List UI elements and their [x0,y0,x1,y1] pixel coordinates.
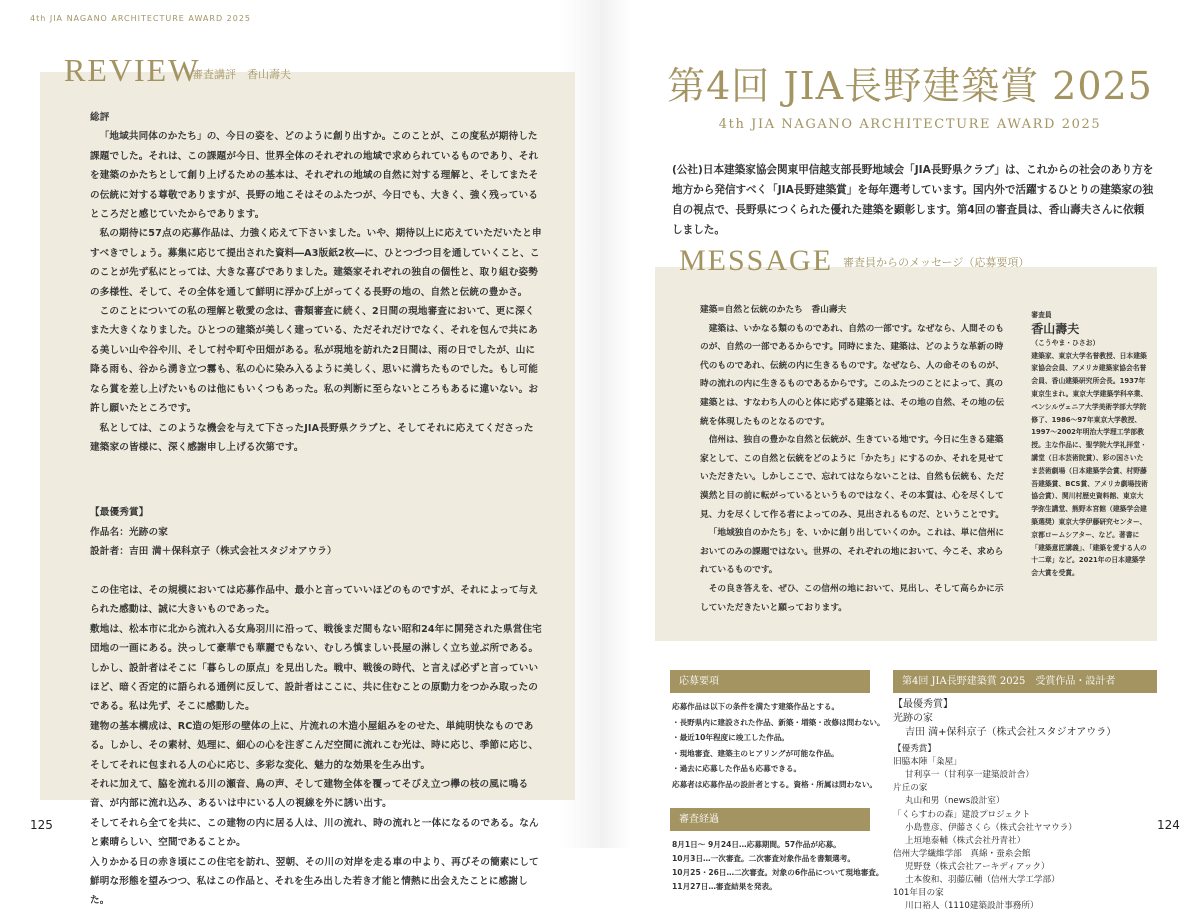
right-content [600,0,1200,913]
message-body [700,301,1011,617]
list-item: 11月27日…審査結果を発表。 [672,882,777,892]
judge-profile [1031,301,1149,617]
paragraph: 私としては、このような機会を与えて下さったJIA長野県クラブと、そしてそれに応えてくださった建築家の皆様に、深く感謝申し上げる次第です。 [90,422,534,453]
grand-label: 【最優秀賞】 [893,699,953,711]
winners-header: 第4回 JIA長野建築賞 2025 受賞作品・設計者 [893,670,1157,693]
review-heading: REVIEW [64,52,201,88]
grand-designer: 吉田 満+保科京子（株式会社スタジオアウラ） [905,727,1117,739]
designer: 上垣地泰輔（株式会社丹青社） [905,835,1026,846]
paragraph: 「地域独自のかたち」を、いかに創り出していくのか。これは、単に信州においてのみの課題ではない。世界の、それぞれの地において、今こそ、求められているものです。 [700,528,1005,576]
intro-text: (公社)日本建築家協会関東甲信越支部長野地域会「JIA長野県クラブ」は、これからの社会のあり方を地方から発信すべく「JIA長野建築賞」を毎年選考しています。国内外で活躍するひとりの建築家の独自の視点で、長野県につくられた優れた建築を顕彰します。第4回の審査員は、香山壽夫さんに依頼しました。 [672,164,1154,236]
message-section [655,244,1157,641]
paragraph: この住宅は、その規模においては応募作品中、最小と言っていいほどのものですが、それによって与えられた感動は、誠に大きいものであった。 [90,584,539,616]
process-list [670,838,885,895]
list-item: 応募者は応募作品の設計者とする。資格・所属は問わない。 [672,780,878,790]
message-subheading: 審査員からのメッセージ（応募要項） [843,256,1030,269]
list-item: ・過去に応募した作品も応募できる。 [672,764,802,774]
message-panel [655,267,1157,641]
paragraph: 建築は、いかなる類のものであれ、自然の一部です。なぜなら、人間そのものが、自然の一部であるからです。同時にまた、建築は、どのような革新の時代のものであれ、伝統の内に生きるものです。なぜなら、人の命そのものが、時の流れの内に生きるものであるからです。このふたつのことによって、真の建築とは、すなわち人の心と体に応ずる建築とは、その地の自然、その地の伝統を体現したものとなるのです。 [700,323,1005,427]
excellence-label: 【優秀賞】 [893,744,936,755]
work-name: 作品名：光跡の家 [90,526,168,538]
requirements-list [670,699,885,793]
general-label: 総評 [90,112,110,123]
paragraph: 「地域共同体のかたち」の、今日の姿を、どのように創り出すか。このことが、この度私が期待した課題でした。それは、この課題が今日、世界全体のそれぞれの地域で求められているものであり、それを建築のかたちとして創り上げるための基本は、それぞれの地域の自然に対する理解と、そしてまたその伝統に対する尊敬でありますが、長野の地こそはそのふたつが、今日でも、大きく、強く残っているところだと感じていたからであります。 [90,131,539,221]
paragraph: それに加えて、脇を流れる川の瀬音、鳥の声、そして建物全体を覆ってそびえ立つ欅の枝の風に鳴る音、が内部に流れ込み、あるいは中にいる人の視線を外に誘い出す。 [90,778,529,810]
paragraph: その良き答えを、ぜひ、この信州の地において、見出し、そして高らかに示していただきたいと願っております。 [700,583,1004,613]
list-item: ・最近10年程度に竣工した作品。 [672,733,789,743]
designer: 設計者：吉田 満＋保科京子（株式会社スタジオアウラ） [90,546,337,558]
paragraph: このことについての私の理解と敬愛の念は、書類審査に続く、2日間の現地審査において、更に深くまた大きくなりました。ひとつの建築が美しく建っている、ただそれだけでなく、それを包んで共にある美しい山や谷や川、そして村や町や田畑がある。私が現地を訪れた2日間は、雨の日でしたが、山に降る雨も、谷から湧き立つ霧も、私の心に染み入るように美しく、思いに満ちたものでした。もし可能なら賞を差し上げたいものは他にもいくつもあった。私の判断に至らないところもあるに違いない。お許し願いたところです。 [90,306,539,415]
designer: 児野登（株式会社アーキディアック） [905,861,1050,872]
right-page [600,0,1200,912]
designer: 甘利享一（甘利享一建築設計舎） [905,770,1034,781]
work: 旧脇本陣「粂屋」 [893,757,962,768]
process-header: 審査経過 [670,808,870,831]
requirements-header: 応募要項 [670,670,870,693]
judge-reading: （こうやま・ひさお） [1031,338,1100,347]
award-label: 【最優秀賞】 [90,507,149,519]
message-title: 建築=自然と伝統のかたち 香山壽夫 [700,305,847,315]
paragraph: 敷地は、松本市に北から流れ入る女鳥羽川に沿って、戦後まだ間もない昭和24年に開発された県営住宅団地の一画にある。決っして豪華でも華麗でもない、むしろ慎ましい長屋の淋しく立ち並ぶ所である。しかし、設計者はそこに「暮らしの原点」を見出した。戦中、戦後の時代、と言えば必ずと言っていいほど、暗く否定的に語られる通例に反して、設計者はここに、共に住むことの原動力をつかみ取ったのである。私は先ず、そこに感動した。 [90,623,542,713]
list-item: ・現地審査、建築主のヒアリングが可能な作品。 [672,748,839,758]
bottom-section [600,670,1200,913]
page-title: 第4回 JIA長野建築賞 2025 [667,64,1153,108]
list-item: 10月25・26日…二次審査。対象の6作品について現地審査。 [672,868,884,878]
left-page [0,0,600,907]
winners-list [893,698,1148,913]
work: 信州大学繊維学部 真綿・蚕糸会館 [893,848,1031,859]
designer: 川口裕人（1110建築設計事務所） [905,901,1039,912]
page-number: 125 [30,818,53,832]
list-item: 応募作品は以下の条件を満たす建築作品とする。 [672,702,840,712]
paragraph: そしてそれら全てを共に、この建物の内に居る人は、川の流れ、時の流れと一体になるのである。なんと素晴らしい、空間であることか。 [90,817,539,849]
work: 片丘の家 [893,783,928,794]
judge-label: 審査員 [1031,311,1052,319]
grand-work: 光跡の家 [893,713,933,725]
designer: 土本俊和、羽藤広輔（信州大学工学部） [905,875,1060,886]
message-heading: MESSAGE [679,244,834,277]
judge-bio: 建築家、東京大学名誉教授、日本建築家協会会員、アメリカ建築家協会名誉会員、香山建築研究所会長。1937年東京生まれ。東京大学建築学科卒業、ペンシルヴェニア大学美術学部大学院修了、1986～97年東京大学教授、1997～2002年明治大学理工学部教授。主な作品に、聖学院大学礼拝堂・講堂（日本芸術院賞）、彩の国さいたま芸術劇場（日本建築学会賞、村野藤吾建築賞、BCS賞、アメリカ劇場技術協会賞）、関川村歴史資料館、東京大学弥生講堂、熊野本宮館（建築学会建築選奨）東京大学伊藤研究センター、京都ロームシアター、など。著書に「建築意匠講義」、「建築を愛する人の十二章」など。2021年の日本建築学会大賞を受賞。 [1031,351,1148,578]
paragraph: 信州は、独自の豊かな自然と伝統が、生きている地です。今日に生きる建築家として、この自然と伝統をどのように「かたち」にするのか、それを見せていただきたい。しかしここで、忘れてはならないことは、自然も伝統も、ただ漠然と目の前に転がっているというものではなく、その本質は、心を尽くして見、力を尽くして作る者によってのみ、見出されるものだ、ということです。 [700,435,1004,520]
requirements-column [670,670,885,913]
list-item: 8月1日～ 9月24日…応募期間。57作品が応募。 [672,839,841,849]
work: 「くらすわの森」建設プロジェクト [893,809,1031,820]
work: 101年目の家 [893,888,944,899]
list-item: 10月3日…一次審査。二次審査対象作品を書類選考。 [672,853,855,863]
paragraph: 建物の基本構成は、RC造の矩形の壁体の上に、片流れの木造小屋組みをのせた、単純明快なものである。しかし、その素材、処理に、細心の心を注ぎこんだ空間に流れこむ光は、時に応じ、季節に応じ、そしてそれに包まれる人の心に応じ、多彩な変化、魅力的な効果を生み出す。 [90,720,539,771]
judge-name: 香山壽夫 [1031,321,1080,336]
designer: 丸山和男（news設計室） [905,796,1005,807]
page-subtitle: 4th JIA NAGANO ARCHITECTURE AWARD 2025 [718,117,1102,132]
review-subheading: 審査講評 香山壽夫 [192,68,291,81]
winners-column [893,670,1157,913]
designer: 小島豊彦、伊藤さくら（株式会社ヤマウラ） [905,822,1077,833]
page-number: 124 [1157,818,1180,832]
review-body [90,108,542,911]
running-header: 4th JIA NAGANO ARCHITECTURE AWARD 2025 [30,14,252,23]
paragraph: 入りかかる日の赤き頃にこの住宅を訪れ、翌朝、その川の対岸を走る車の中より、再びその簡素にして鮮明な形態を望みつつ、私はこの作品と、それを生み出した若き才能と情熱に出会えたことに感謝した。 [90,856,539,907]
paragraph: 私の期待に57点の応募作品は、力強く応えて下さいました。いや、期待以上に応えていただいたと申すべきでしょう。募集に応じて提出された資料―A3版紙2枚―に、ひとつづつ目を通していくこと、このことが先ず私にとっては、大きな喜びでありました。建築家それぞれの独自の個性と、取り組む姿勢の多様性、そして、その全体を通して鮮明に浮かび上がってくる長野の地の、自然と伝統の豊かさ。 [90,228,542,298]
list-item: ・長野県内に建設された作品、新築・増築・改修は問わない。 [672,717,885,727]
